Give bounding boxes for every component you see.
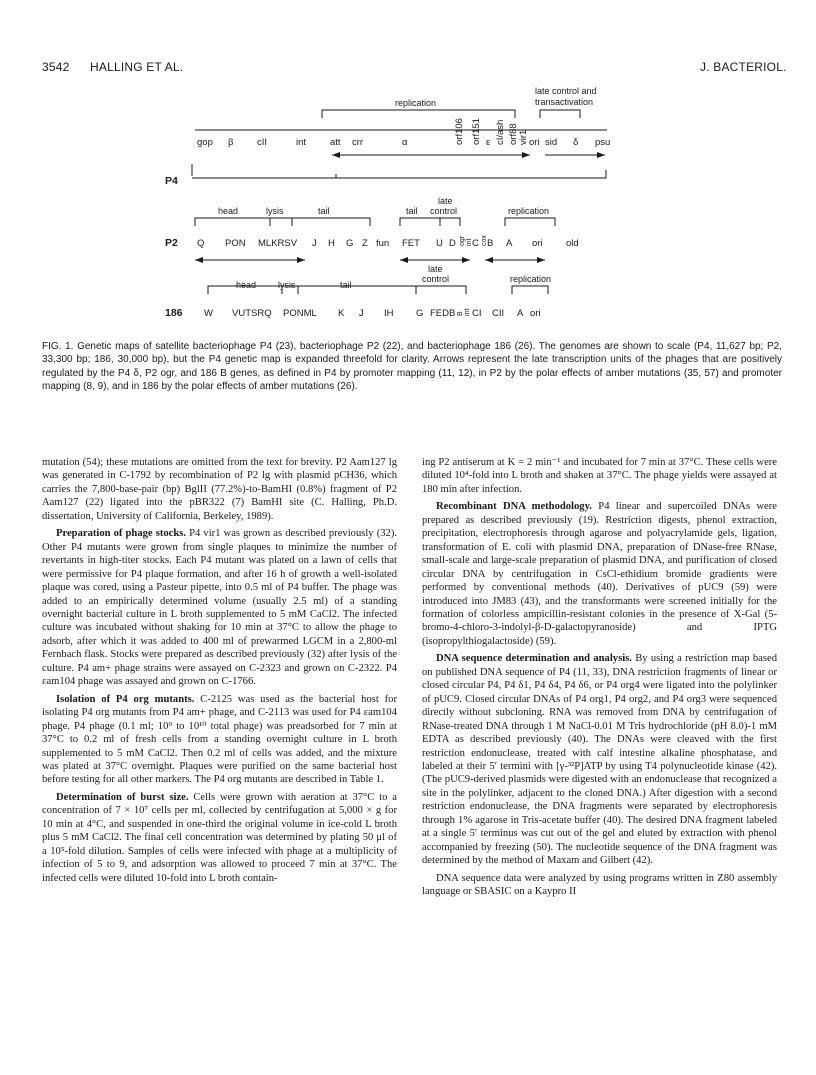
b186-region-replication: replication [510,274,552,284]
p2-gene-cox: cox [481,235,488,246]
p4-gene-orf106: orf106 [454,118,465,145]
p2-tail2-bracket [400,218,440,226]
heading-org-mutants: Isolation of P4 org mutants. [56,693,195,705]
p2-gene-Q: Q [197,238,205,249]
page-number: 3542 [42,60,70,74]
text-org-mutants: C-2125 was used as the bacterial host for isolating P4 org mutants from P4 am+ phage, and C-2113 was used for P4 εam104 phage. P4 phage (0.1 ml; 10⁹ to 10¹⁰ total phage) was preadsorbed for 7 min at 37°C to 0.2 ml of fresh cells from a standing overnight culture in L broth supplemented to 5 mM CaCl2. Then 0.2 ml of cells was added, and the mixture was plated at 37°C overnight. Plaques were purified on the same bacterial host before testing for all other markers. The P4 org mutants are described in Table 1. [42,693,397,786]
b186-gene-int: int [464,308,471,316]
p4-late-control-bracket [540,110,580,118]
b186-gene-B: B [457,311,464,316]
p2-region-lysis: lysis [266,206,284,216]
p2-gene-U: U [436,238,443,249]
p2-gene-MLKRSV: MLKRSV [258,238,298,249]
p4-gene-vir1: vir1 [518,129,529,145]
p4-gene-alpha: α [402,137,408,148]
p2-replication-bracket [505,218,555,226]
p4-region-transactivation: transactivation [535,97,594,107]
right-paragraph-1: ing P2 antiserum at K = 2 min⁻¹ and incubated for 7 min at 37°C. These cells were diluted 10⁴-fold into L broth and shaken at 37°C. The phage yields were assayed at 180 min after infection. [422,457,777,495]
p2-gene-A: A [506,238,513,249]
p2-gene-FET: FET [402,238,420,249]
p2-region-head: head [218,206,239,216]
p4-gene-att: att [330,137,341,148]
b186-gene-VUTSRQ: VUTSRQ [232,308,272,319]
right-paragraph-3 [422,652,777,867]
b186-gene-W: W [204,308,213,319]
b186-map-label: 186 [165,307,183,319]
journal-name: J. BACTERIOL. [700,60,787,74]
p4-gene-cI-ash: cI/ash [495,119,506,145]
b186-gene-CI: CI [472,308,482,319]
p2-gene-old: old [566,238,579,249]
b186-region-head: head [236,280,257,290]
p4-gene-int: int [296,137,307,148]
p2-gene-ori: ori [532,238,543,249]
b186-replication-bracket [512,286,548,294]
left-paragraph-3 [42,693,397,787]
b186-gene-K: K [338,308,345,319]
p2-gene-D: D [449,238,456,249]
p2-region-replication: replication [508,206,550,216]
text-recombinant-dna: P4 linear and supercoiled DNAs were prepared as described previously (19). Restriction digests, phenol extraction, precipitation, electrophoresis through agarose and polyacrylamide gels, ligation, transformation of E. coli with plasmid DNA, preparation of DNase-free RNase, small-scale and large-scale preparation of plasmid DNA, and purification of closed circular DNA by centrifugation in CsCl-ethidium bromide gradients were performed by conventional methods (40). Derivatives of pUC9 (59) were introduced into JM83 (43), and the transformants were screened initially for the formation of colorless ampicillin-resistant colonies in the presence of X-Gal (5-bromo-4-chloro-3-indolyl-β-D-galactopyranoside) and IPTG (isopropylthiogalactoside) (59). [422,501,777,647]
figure-caption: FIG. 1. Genetic maps of satellite bacteriophage P4 (23), bacteriophage P2 (22), and bacteriophage 186 (26). The genomes are shown to scale (P4, 11,627 bp; P2, 33,300 bp; 186, 30,000 bp), but the P4 genetic map is expanded threefold for clarity. Arrows represent the late transcription units of the phages that are positively regulated by the P4 δ, P2 ogr, and 186 B genes, as defined in P4 by promoter mapping (11, 12), in P2 by the polar effects of amber mutations (35, 57) and promoter mapping (8, 9), and in 186 by the polar effects of amber mutations (26). [42,341,782,393]
b186-gene-G: G [416,308,424,319]
text-burst-size: Cells were grown with aeration at 37°C to a concentration of 7 × 10⁷ cells per ml, collected by centrifugation at 5,000 × g for 10 min at 4°C, and suspended in one-third the original volume in ice-cold L broth plus 5 mM CaCl2. The final cell concentration was determined by plating 50 μl of a 10⁵-fold dilution. Samples of cells were infected with phage at a multiplicity of infection of 5 to 9, and adsorption was allowed to proceed 7 min at 37°C. The infected cells were diluted 10-fold into L broth contain- [42,791,397,884]
p2-gene-int: int [466,238,473,246]
right-column [422,456,777,899]
text-phage-stocks: P4 vir1 was grown as described previously (32). Other P4 mutants were grown from single plaques to minimize the number of revertants in high-titer stocks. Each P4 mutant was plated on a lawn of cells that were permissive for P4 plaque formation, and after 16 h of growth a well-isolated plaque was cored, using a Pasteur pipette, into 0.5 ml of P4 buffer. The phage was added to an empirically determined volume (usually 2.5 ml) of a standing overnight bacterial culture in L broth supplemented to 5 mM CaCl2. The infected culture was incubated without shaking for 10 min at 37°C to allow the phage to adsorb, after which it was added to 400 ml of prewarmed LGCM in a 2,800-ml Fernbach flask. Stocks were prepared as described previously (32) after lysis of the culture. P4 am+ phage strains were assayed on C-2323 and grown on C-2322. P4 εam104 phage was assayed and grown on C-1766. [42,528,397,688]
b186-region-tail: tail [340,280,352,290]
p4-gene-beta: β [228,137,234,148]
left-paragraph-1: mutation (54); these mutations are omitted from the text for brevity. P2 Aam127 lg was generated in C-1792 by recombination of P2 lg with plasmid pCH36, which carries the 7,800-base-pair (bp) BglII (77.2%)-to-BamHI (0.8%) fragment of P2 Aam127 (22) ligated into the pBR322 (7) BamHI site (C. Halling, Ph.D. dissertation, University of California, Berkeley, 1989). [42,457,397,522]
p2-head-bracket [195,218,270,226]
b186-gene-PONML: PONML [283,308,317,319]
p2-gene-fun: fun [376,238,390,249]
p4-gene-gop: gop [197,137,213,148]
heading-phage-stocks: Preparation of phage stocks. [56,528,187,540]
heading-dna-sequence: DNA sequence determination and analysis. [436,653,632,665]
p4-map-label: P4 [165,175,178,187]
p4-region-replication: replication [395,98,437,108]
p2-gene-PON: PON [225,238,246,249]
running-authors: HALLING ET AL. [90,60,184,74]
p4-gene-epsilon: ε [486,137,491,148]
heading-burst-size: Determination of burst size. [56,791,189,803]
p4-gene-crr: crr [352,137,364,148]
p2-gene-J: J [312,238,317,249]
heading-recombinant-dna: Recombinant DNA methodology. [436,501,592,513]
b186-gene-J: J [359,308,364,319]
p4-gene-delta: δ [573,137,579,148]
b186-region-late: late [428,264,443,274]
p4-gene-sid: sid [545,137,558,148]
text-dna-sequence: By using a restriction map based on published DNA sequence of P4 (11, 33), DNA restriction fragments of linear or closed circular P4, P4 δ1, P4 δ4, P4 δ6, or P4 org4 were ligated into the polylinker of pUC9. Closed circular DNAs of P4 org1, P4 org2, and P4 org3 were sequenced directly without subcloning. RNA was removed from DNA by centrifugation of RNase-treated DNA through 1 M NaCl-0.01 M Tris hydrochloride (pH 8.0)-1 mM EDTA as described previously (40). The DNAs were cleaved with the first restriction endonuclease, treated with calf intestine alkaline phosphatase, and labeled at their 5′ termini with [γ-³²P]ATP by using T4 polynucleotide kinase (42). (The pUC9-derived plasmids were digested with an endonuclease that recognized a site in the polylinker, adjacent to the cloned DNA.) After digestion with a second restriction endonuclease, the DNA fragments were separated by electrophoresis through 1% agarose in Tris-acetate buffer (40). The desired DNA fragment labeled at a single 5′ terminus was cut out of the gel and eluted by extraction with phenol accompanied by freezing (50). The nucleotide sequence of the DNA fragment was determined by the method of Maxam and Gilbert (42). [422,653,777,867]
right-paragraph-4: DNA sequence data were analyzed by using programs written in Z80 assembly language or SBASIC on a Kaypro II [422,872,777,898]
p2-lysis-bracket [270,218,292,226]
p2-region-control: control [430,206,458,216]
p2-gene-G: G [346,238,354,249]
p2-region-late: late [438,196,453,206]
b186-gene-IH: IH [384,308,394,319]
p4-gene-ori: ori [529,137,540,148]
left-column [42,456,397,885]
p4-gene-psu: psu [595,137,611,148]
right-paragraph-2 [422,500,777,648]
p2-gene-Z: Z [362,238,368,249]
p2-region-tail: tail [318,206,330,216]
p2-map-label: P2 [165,237,178,249]
p4-replication-bracket [322,110,515,118]
b186-gene-A: A [517,308,524,319]
b186-tail-bracket [298,286,416,294]
left-paragraph-4 [42,791,397,885]
p4-gene-orf88: orf88 [508,123,519,145]
b186-gene-CII: CII [492,308,505,319]
p2-gene-C: C [472,238,479,249]
p4-genome-line [192,164,606,178]
p2-gene-B: B [487,238,494,249]
p4-gene-orf151: orf151 [471,118,482,145]
figure-1-genetic-maps [0,0,816,340]
p2-tail-bracket [292,218,370,226]
b186-region-lysis: lysis [278,280,296,290]
p4-gene-cII: cII [257,137,268,148]
b186-gene-ori: ori [530,308,541,319]
p2-gene-H: H [328,238,335,249]
b186-late-control-bracket [416,286,466,294]
b186-region-control: control [422,274,450,284]
p4-region-late-control: late control and [535,86,597,96]
b186-gene-FEDB: FEDB [430,308,456,319]
p2-late-control-bracket [440,218,460,226]
p2-gene-ogr: ogr [459,235,466,246]
p2-region-tail-2: tail [406,206,418,216]
left-paragraph-2 [42,527,397,688]
